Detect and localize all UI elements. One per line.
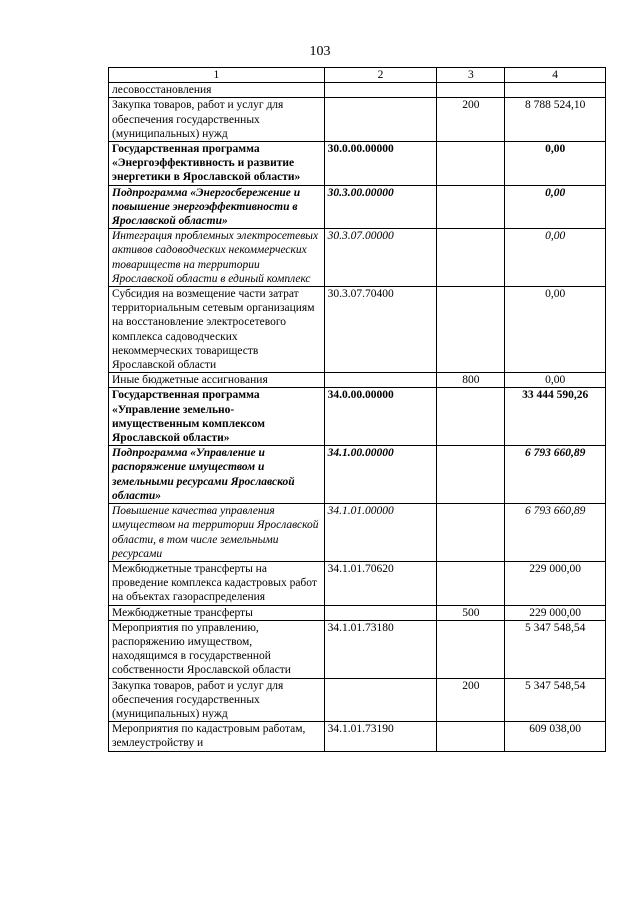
header-col-3: 3: [437, 68, 505, 83]
row-name-cell: Подпрограмма «Управление и распоряжение имуществом и земельными ресурсами Ярославской области»: [109, 446, 325, 504]
row-name-cell: Государственная программа «Энергоэффективность и развитие энергетики в Ярославской области»: [109, 142, 325, 186]
row-code-cell: 34.1.01.73190: [324, 722, 437, 751]
row-amount-cell: 229 000,00: [505, 561, 606, 605]
table-row: [109, 185, 606, 229]
row-code-cell: [324, 605, 437, 620]
row-type-cell: 200: [437, 98, 505, 142]
row-code-cell: [324, 373, 437, 388]
table-row: [109, 605, 606, 620]
header-col-1: 1: [109, 68, 325, 83]
row-code-cell: [324, 678, 437, 722]
table-row: [109, 388, 606, 446]
row-code-cell: 34.1.01.73180: [324, 620, 437, 678]
row-type-cell: [437, 722, 505, 751]
row-code-cell: 30.3.07.70400: [324, 287, 437, 373]
row-name-cell: Закупка товаров, работ и услуг для обеспечения государственных (муниципальных) нужд: [109, 98, 325, 142]
row-type-cell: 800: [437, 373, 505, 388]
header-col-2: 2: [324, 68, 437, 83]
row-name-cell: Межбюджетные трансферты: [109, 605, 325, 620]
row-code-cell: 34.0.00.00000: [324, 388, 437, 446]
row-type-cell: [437, 620, 505, 678]
row-amount-cell: 0,00: [505, 287, 606, 373]
table-header-row: [109, 68, 606, 83]
row-type-cell: [437, 504, 505, 562]
row-code-cell: 30.3.00.00000: [324, 185, 437, 229]
row-amount-cell: 6 793 660,89: [505, 446, 606, 504]
row-type-cell: 200: [437, 678, 505, 722]
row-name-cell: лесовосстановления: [109, 83, 325, 98]
row-amount-cell: 33 444 590,26: [505, 388, 606, 446]
row-amount-cell: 0,00: [505, 229, 606, 287]
table-row: [109, 561, 606, 605]
row-amount-cell: 0,00: [505, 373, 606, 388]
row-amount-cell: 0,00: [505, 185, 606, 229]
table-row: [109, 287, 606, 373]
table-row: [109, 373, 606, 388]
row-type-cell: [437, 83, 505, 98]
row-code-cell: [324, 98, 437, 142]
table-row: [109, 678, 606, 722]
table-row: [109, 83, 606, 98]
row-type-cell: 500: [437, 605, 505, 620]
row-amount-cell: 5 347 548,54: [505, 678, 606, 722]
row-name-cell: Мероприятия по управлению, распоряжению имуществом, находящимся в государственной собственности Ярославской области: [109, 620, 325, 678]
row-type-cell: [437, 142, 505, 186]
row-name-cell: Мероприятия по кадастровым работам, землеустройству и: [109, 722, 325, 751]
row-code-cell: 34.1.01.70620: [324, 561, 437, 605]
row-amount-cell: 229 000,00: [505, 605, 606, 620]
row-code-cell: 30.3.07.00000: [324, 229, 437, 287]
row-name-cell: Закупка товаров, работ и услуг для обеспечения государственных (муниципальных) нужд: [109, 678, 325, 722]
row-amount-cell: 5 347 548,54: [505, 620, 606, 678]
table-row: [109, 620, 606, 678]
row-amount-cell: 6 793 660,89: [505, 504, 606, 562]
row-name-cell: Иные бюджетные ассигнования: [109, 373, 325, 388]
row-amount-cell: 8 788 524,10: [505, 98, 606, 142]
table-row: [109, 504, 606, 562]
row-type-cell: [437, 561, 505, 605]
table-row: [109, 722, 606, 751]
header-col-4: 4: [505, 68, 606, 83]
row-code-cell: 30.0.00.00000: [324, 142, 437, 186]
row-code-cell: 34.1.01.00000: [324, 504, 437, 562]
table-row: [109, 142, 606, 186]
table-row: [109, 229, 606, 287]
table-row: [109, 98, 606, 142]
row-name-cell: Субсидия на возмещение части затрат территориальным сетевым организациям на восстановление электросетевого комплекса садоводческих некоммерческих товариществ Ярославской области: [109, 287, 325, 373]
budget-table: [108, 67, 606, 752]
table-row: [109, 446, 606, 504]
row-type-cell: [437, 287, 505, 373]
row-name-cell: Межбюджетные трансферты на проведение комплекса кадастровых работ на объектах газораспределения: [109, 561, 325, 605]
row-type-cell: [437, 446, 505, 504]
row-name-cell: Интеграция проблемных электросетевых активов садоводческих некоммерческих товариществ на территории Ярославской области в единый комплекс: [109, 229, 325, 287]
row-type-cell: [437, 388, 505, 446]
row-type-cell: [437, 185, 505, 229]
row-name-cell: Государственная программа «Управление земельно-имущественным комплексом Ярославской области»: [109, 388, 325, 446]
row-code-cell: 34.1.00.00000: [324, 446, 437, 504]
row-amount-cell: 609 038,00: [505, 722, 606, 751]
page-number: 103: [309, 44, 331, 59]
row-amount-cell: [505, 83, 606, 98]
row-type-cell: [437, 229, 505, 287]
row-name-cell: Подпрограмма «Энергосбережение и повышение энергоэффективности в Ярославской области»: [109, 185, 325, 229]
row-amount-cell: 0,00: [505, 142, 606, 186]
row-code-cell: [324, 83, 437, 98]
row-name-cell: Повышение качества управления имуществом на территории Ярославской области, в том числе земельными ресурсами: [109, 504, 325, 562]
